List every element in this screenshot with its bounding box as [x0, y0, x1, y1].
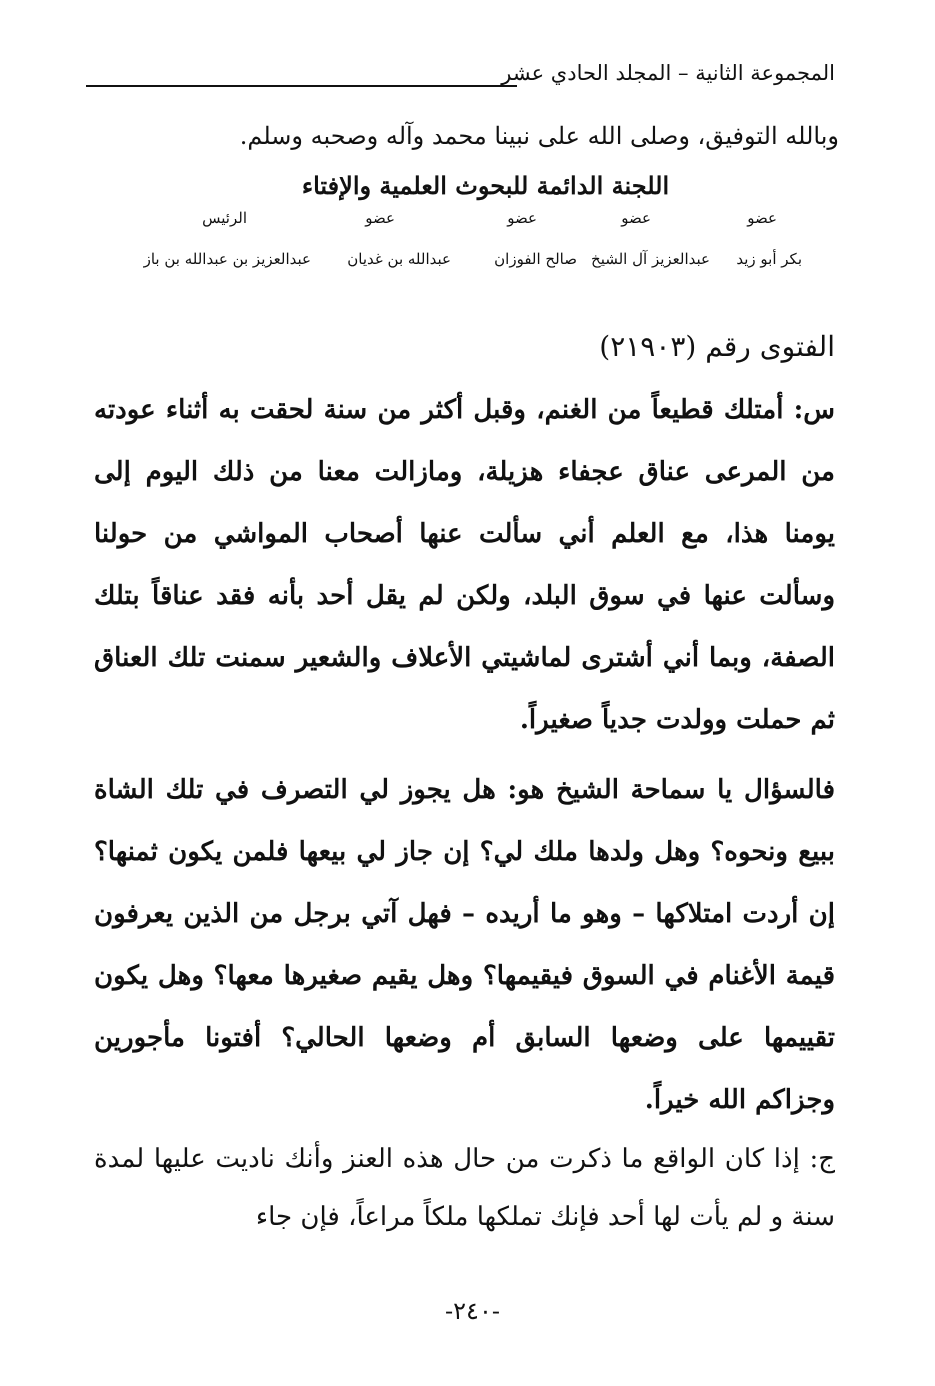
fatwa-number: الفتوى رقم (٢١٩٠٣): [599, 330, 835, 363]
member-name: بكر أبو زيد: [736, 250, 802, 268]
member-name: عبدالله بن غديان: [347, 250, 451, 268]
answer-paragraph: ج: إذا كان الواقع ما ذكرت من حال هذه العنز وأنك ناديت عليها لمدة سنة و لم يأت لها أحد فإنك تملكها ملكاً مراعاً، فإن جاء: [94, 1144, 835, 1232]
committee-roles-row: [0, 207, 935, 231]
member-role: عضو: [507, 209, 537, 227]
running-header-title: المجموعة الثانية – المجلد الحادي عشر: [501, 61, 835, 85]
header-rule: [86, 85, 517, 87]
closing-line: وبالله التوفيق، وصلى الله على نبينا محمد وآله وصحبه وسلم.: [239, 122, 839, 150]
committee-title: اللجنة الدائمة للبحوث العلمية والإفتاء: [301, 171, 670, 200]
member-role: عضو: [747, 209, 777, 227]
member-name: عبدالعزيز آل الشيخ: [591, 250, 710, 268]
member-role: عضو: [621, 209, 651, 227]
running-header: [86, 58, 835, 94]
question-paragraph-2: فالسؤال يا سماحة الشيخ هو: هل يجوز لي التصرف في تلك الشاة ببيع ونحوه؟ وهل ولدها ملك لي؟ إن جاز لي بيعها فلمن يكون ثمنها؟ إن أردت امتلاكها – وهو ما أريده – فهل آتي برجل من الذين يعرفون قيمة الأغنام في السوق فيقيمها؟ وهل يقيم صغيرها معها؟ وهل يكون تقييمها على وضعها السابق أم وضعها الحالي؟ أفتونا مأجورين وجزاكم الله خيراً.: [94, 775, 835, 1115]
committee-names-row: [0, 248, 935, 274]
member-name: صالح الفوزان: [494, 250, 577, 268]
member-role: الرئيس: [202, 209, 247, 227]
member-role: عضو: [365, 209, 395, 227]
page-number: -٢٤٠-: [445, 1297, 500, 1325]
question-paragraph-1: س: أمتلك قطيعاً من الغنم، وقبل أكثر من سنة لحقت به أثناء عودته من المرعى عناق عجفاء هزيلة، ومازالت معنا من ذلك اليوم إلى يومنا هذا، مع العلم أني سألت عنها أصحاب المواشي من حولنا وسألت عنها في سوق البلد، ولكن لم يقل أحد بأنه فقد عناقاً بتلك الصفة، وبما أني أشترى لماشيتي الأعلاف والشعير سمنت تلك العناق ثم حملت وولدت جدياً صغيراً.: [94, 395, 835, 735]
member-name: عبدالعزيز بن عبدالله بن باز: [143, 250, 311, 268]
